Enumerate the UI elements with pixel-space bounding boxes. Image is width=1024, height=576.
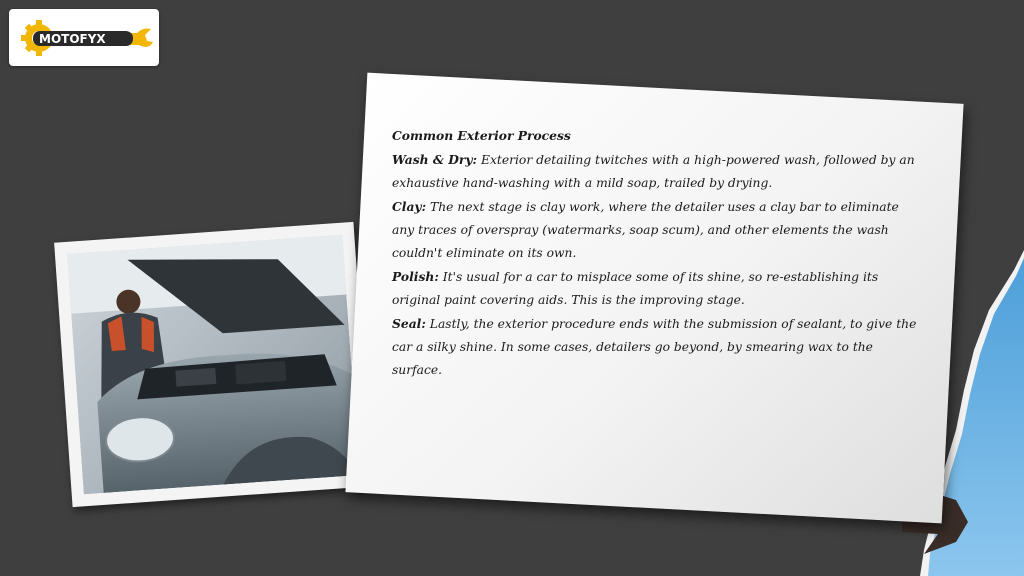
section-term: Clay:: [392, 199, 427, 214]
section-term: Seal:: [392, 316, 426, 331]
section-clay: [392, 195, 917, 265]
photo-card: [54, 222, 372, 507]
section-text: It's usual for a car to misplace some of its shine, so re-establishing its original paint covering aids. This is the improving stage.: [392, 270, 879, 307]
mechanic-car-photo: [67, 235, 359, 495]
section-polish: [392, 265, 917, 312]
car-engine-illustration: [67, 235, 359, 495]
section-text: Lastly, the exterior procedure ends with the submission of sealant, to give the car a silky shine. In some cases, detailers go beyond, by smearing wax to the surface.: [392, 317, 917, 377]
section-text: The next stage is clay work, where the detailer uses a clay bar to eliminate any traces of overspray (watermarks, soap scum), and other elements the wash couldn't eliminate on its own.: [392, 200, 899, 260]
motofyx-logo-icon: [9, 9, 159, 66]
section-text: Exterior detailing twitches with a high-powered wash, followed by an exhaustive hand-washing with a mild soap, trailed by drying.: [392, 153, 915, 190]
logo-text: MOTOFYX: [39, 32, 106, 46]
article-heading: Common Exterior Process: [392, 128, 571, 143]
section-term: Wash & Dry:: [392, 152, 478, 167]
logo-card: [9, 9, 159, 66]
section-seal: [392, 312, 917, 382]
section-wash-dry: [392, 148, 917, 195]
note-text: [392, 124, 917, 382]
section-term: Polish:: [392, 269, 439, 284]
